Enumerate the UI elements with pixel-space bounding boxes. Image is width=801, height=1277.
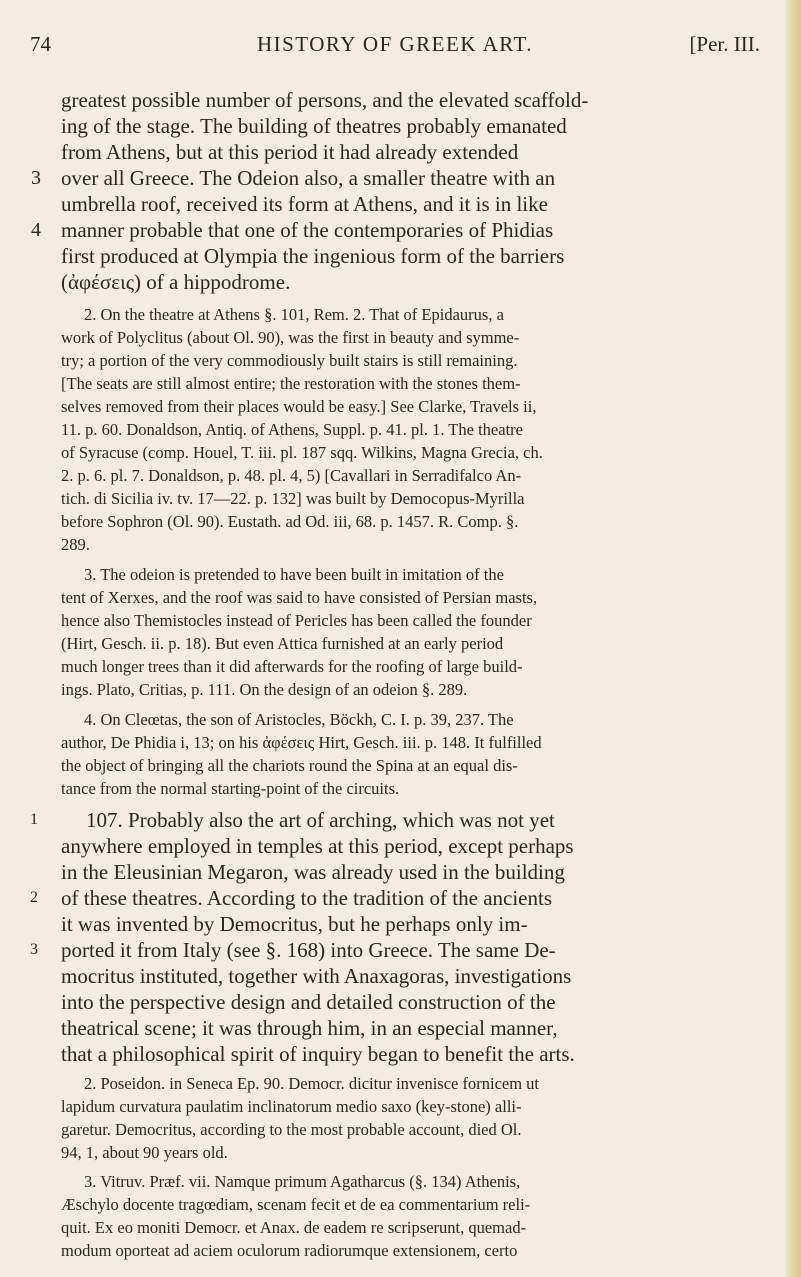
note-line: 3. The odeion is pretended to have been built in imitation of the (84, 565, 504, 584)
margin-number: 1 (30, 811, 38, 828)
text-line: that a philosophical spirit of inquiry began to benefit the arts. (61, 1042, 575, 1066)
note-line: modum oporteat ad aciem oculorum radiorumque extensionem, certo (61, 1241, 518, 1260)
note-line: try; a portion of the very commodiously built stairs is still remaining. (61, 351, 518, 370)
page-number: 74 (30, 32, 51, 56)
note-line: garetur. Democritus, according to the most probable account, died Ol. (61, 1120, 522, 1139)
text-line: it was invented by Democritus, but he perhaps only im- (61, 912, 528, 936)
note-line: tich. di Sicilia iv. tv. 17—22. p. 132] was built by Democopus-Myrilla (61, 489, 525, 508)
text-line: 107. Probably also the art of arching, which was not yet (86, 808, 555, 832)
note-line: lapidum curvatura paulatim inclinatorum medio saxo (key-stone) alli- (61, 1097, 522, 1116)
text-line: umbrella roof, received its form at Athens, and it is in like (61, 192, 548, 216)
text-line: ing of the stage. The building of theatres probably emanated (61, 114, 567, 138)
note-line: 2. On the theatre at Athens §. 101, Rem. 2. That of Epidaurus, a (84, 305, 504, 324)
text-line: (ἀφέσεις) of a hippodrome. (61, 270, 291, 294)
text-line: over all Greece. The Odeion also, a smaller theatre with an (61, 166, 556, 190)
note-line: 11. p. 60. Donaldson, Antiq. of Athens, Suppl. p. 41. pl. 1. The theatre (61, 420, 523, 439)
note-line: [The seats are still almost entire; the restoration with the stones them- (61, 374, 521, 393)
note-line: (Hirt, Gesch. ii. p. 18). But even Attica furnished at an early period (61, 634, 504, 653)
margin-number: 3 (31, 167, 41, 189)
note-line: 289. (61, 535, 90, 554)
text-line: theatrical scene; it was through him, in an especial manner, (61, 1016, 558, 1040)
text-line: anywhere employed in temples at this period, except perhaps (61, 834, 574, 858)
text-line: greatest possible number of persons, and the elevated scaffold- (61, 88, 589, 112)
note-line: 3. Vitruv. Præf. vii. Namque primum Agatharcus (§. 134) Athenis, (84, 1172, 521, 1191)
note-line: of Syracuse (comp. Houel, T. iii. pl. 187 sqq. Wilkins, Magna Grecia, ch. (61, 443, 543, 462)
note-line: tent of Xerxes, and the roof was said to have consisted of Persian masts, (61, 588, 538, 607)
margin-number: 2 (30, 889, 38, 906)
running-header (30, 32, 760, 62)
note-line: 94, 1, about 90 years old. (61, 1143, 228, 1162)
note-line: hence also Themistocles instead of Pericles has been called the founder (61, 611, 532, 630)
text-line: first produced at Olympia the ingenious form of the barriers (61, 244, 565, 268)
note-line: author, De Phidia i, 13; on his ἀφέσεις Hirt, Gesch. iii. p. 148. It fulfilled (61, 733, 542, 752)
page-edge (785, 0, 801, 1277)
note-line: tance from the normal starting-point of the circuits. (61, 779, 400, 798)
note-line: the object of bringing all the chariots round the Spina at an equal dis- (61, 756, 518, 775)
text-line: ported it from Italy (see §. 168) into Greece. The same De- (61, 938, 556, 962)
note-line: quit. Ex eo moniti Democr. et Anax. de eadem re scripserunt, quemad- (61, 1218, 527, 1237)
margin-number: 3 (30, 941, 38, 958)
note-line: ings. Plato, Critias, p. 111. On the design of an odeion §. 289. (61, 680, 468, 699)
text-line: mocritus instituted, together with Anaxagoras, investigations (61, 964, 572, 988)
note-line: 4. On Cleœtas, the son of Aristocles, Böckh, C. I. p. 39, 237. The (84, 710, 514, 729)
note-line: 2. Poseidon. in Seneca Ep. 90. Democr. dicitur invenisce fornicem ut (84, 1074, 540, 1093)
text-line: manner probable that one of the contemporaries of Phidias (61, 218, 554, 242)
note-line: much longer trees than it did afterwards for the roofing of large build- (61, 657, 523, 676)
note-line: selves removed from their places would be easy.] See Clarke, Travels ii, (61, 397, 537, 416)
text-line: from Athens, but at this period it had already extended (61, 140, 519, 164)
note-line: work of Polyclitus (about Ol. 90), was the first in beauty and symme- (61, 328, 520, 347)
period-label: [Per. III. (689, 32, 760, 56)
note-line: 2. p. 6. pl. 7. Donaldson, p. 48. pl. 4, 5) [Cavallari in Serradifalco An- (61, 466, 522, 485)
margin-number: 4 (31, 219, 41, 241)
note-line: before Sophron (Ol. 90). Eustath. ad Od. iii, 68. p. 1457. R. Comp. §. (61, 512, 519, 531)
text-line: in the Eleusinian Megaron, was already used in the building (61, 860, 565, 884)
text-line: into the perspective design and detailed construction of the (61, 990, 556, 1014)
running-title: HISTORY OF GREEK ART. (256, 32, 534, 56)
note-line: Æschylo docente tragœdiam, scenam fecit et de ea commentarium reli- (61, 1195, 531, 1214)
text-line: of these theatres. According to the tradition of the ancients (61, 886, 553, 910)
